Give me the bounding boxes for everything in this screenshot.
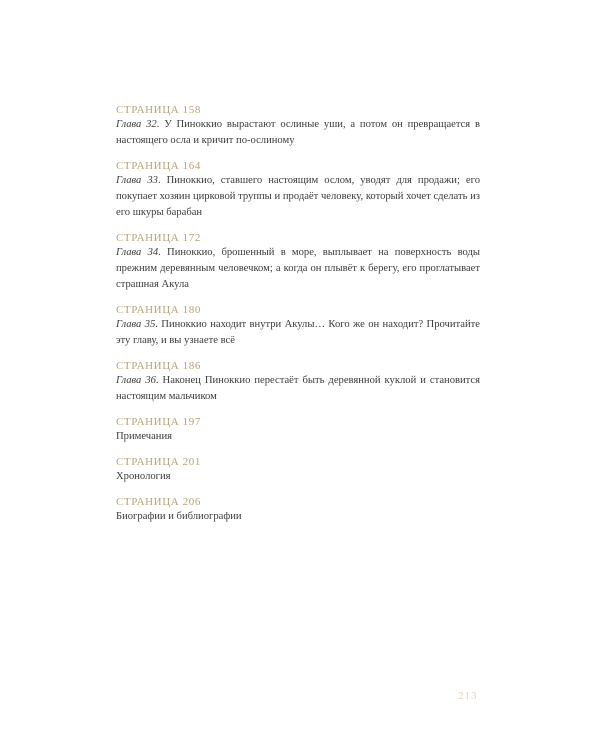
chapter-summary: . Пиноккио, ставшего настоящим ослом, уводят для продажи; его покупает хозяин цирковой труппы и продаёт человеку, который хочет сделать из его шкуры барабан — [116, 175, 480, 218]
chapter-summary: . Пиноккио, брошенный в море, выплывает на поверхность воды прежним деревянным человечком; а когда он плывёт к берегу, его проглатывает страшная Акула — [116, 247, 480, 290]
page-reference: СТРАНИЦА 201 — [116, 456, 201, 468]
page-reference: СТРАНИЦА 186 — [116, 360, 201, 372]
page-reference: СТРАНИЦА 158 — [116, 104, 201, 116]
toc-entry-page-164 — [116, 160, 480, 221]
chapter-label: Глава 36 — [116, 375, 156, 386]
section-title: Хронология — [116, 471, 171, 482]
chapter-label: Глава 32 — [116, 119, 157, 130]
page-reference: СТРАНИЦА 197 — [116, 416, 201, 428]
chapter-label: Глава 35 — [116, 319, 156, 330]
entry-description — [116, 245, 480, 293]
section-title: Биографии и библиографии — [116, 511, 242, 522]
toc-entry-page-201 — [116, 456, 480, 485]
chapter-label: Глава 34 — [116, 247, 159, 258]
section-title: Примечания — [116, 431, 172, 442]
entry-description — [116, 373, 480, 405]
chapter-summary: . У Пиноккио вырастают ослиные уши, а потом он превращается в настоящего осла и кричит по-ослиному — [116, 119, 480, 146]
page-reference: СТРАНИЦА 206 — [116, 496, 201, 508]
toc-entry-page-172 — [116, 232, 480, 293]
table-of-contents — [116, 104, 480, 536]
entry-description — [116, 117, 480, 149]
page-number: 213 — [458, 690, 478, 702]
chapter-label: Глава 33 — [116, 175, 158, 186]
toc-entry-page-180 — [116, 304, 480, 349]
chapter-summary: . Пиноккио находит внутри Акулы… Кого же он находит? Прочитайте эту главу, и вы узнаете всё — [116, 319, 480, 346]
toc-entry-page-197 — [116, 416, 480, 445]
entry-description — [116, 173, 480, 221]
page-reference: СТРАНИЦА 180 — [116, 304, 201, 316]
toc-entry-page-206 — [116, 496, 480, 525]
page-reference: СТРАНИЦА 164 — [116, 160, 201, 172]
page-reference: СТРАНИЦА 172 — [116, 232, 201, 244]
toc-entry-page-158 — [116, 104, 480, 149]
entry-description — [116, 317, 480, 349]
toc-entry-page-186 — [116, 360, 480, 405]
chapter-summary: . Наконец Пиноккио перестаёт быть деревянной куклой и становится настоящим мальчиком — [116, 375, 481, 402]
